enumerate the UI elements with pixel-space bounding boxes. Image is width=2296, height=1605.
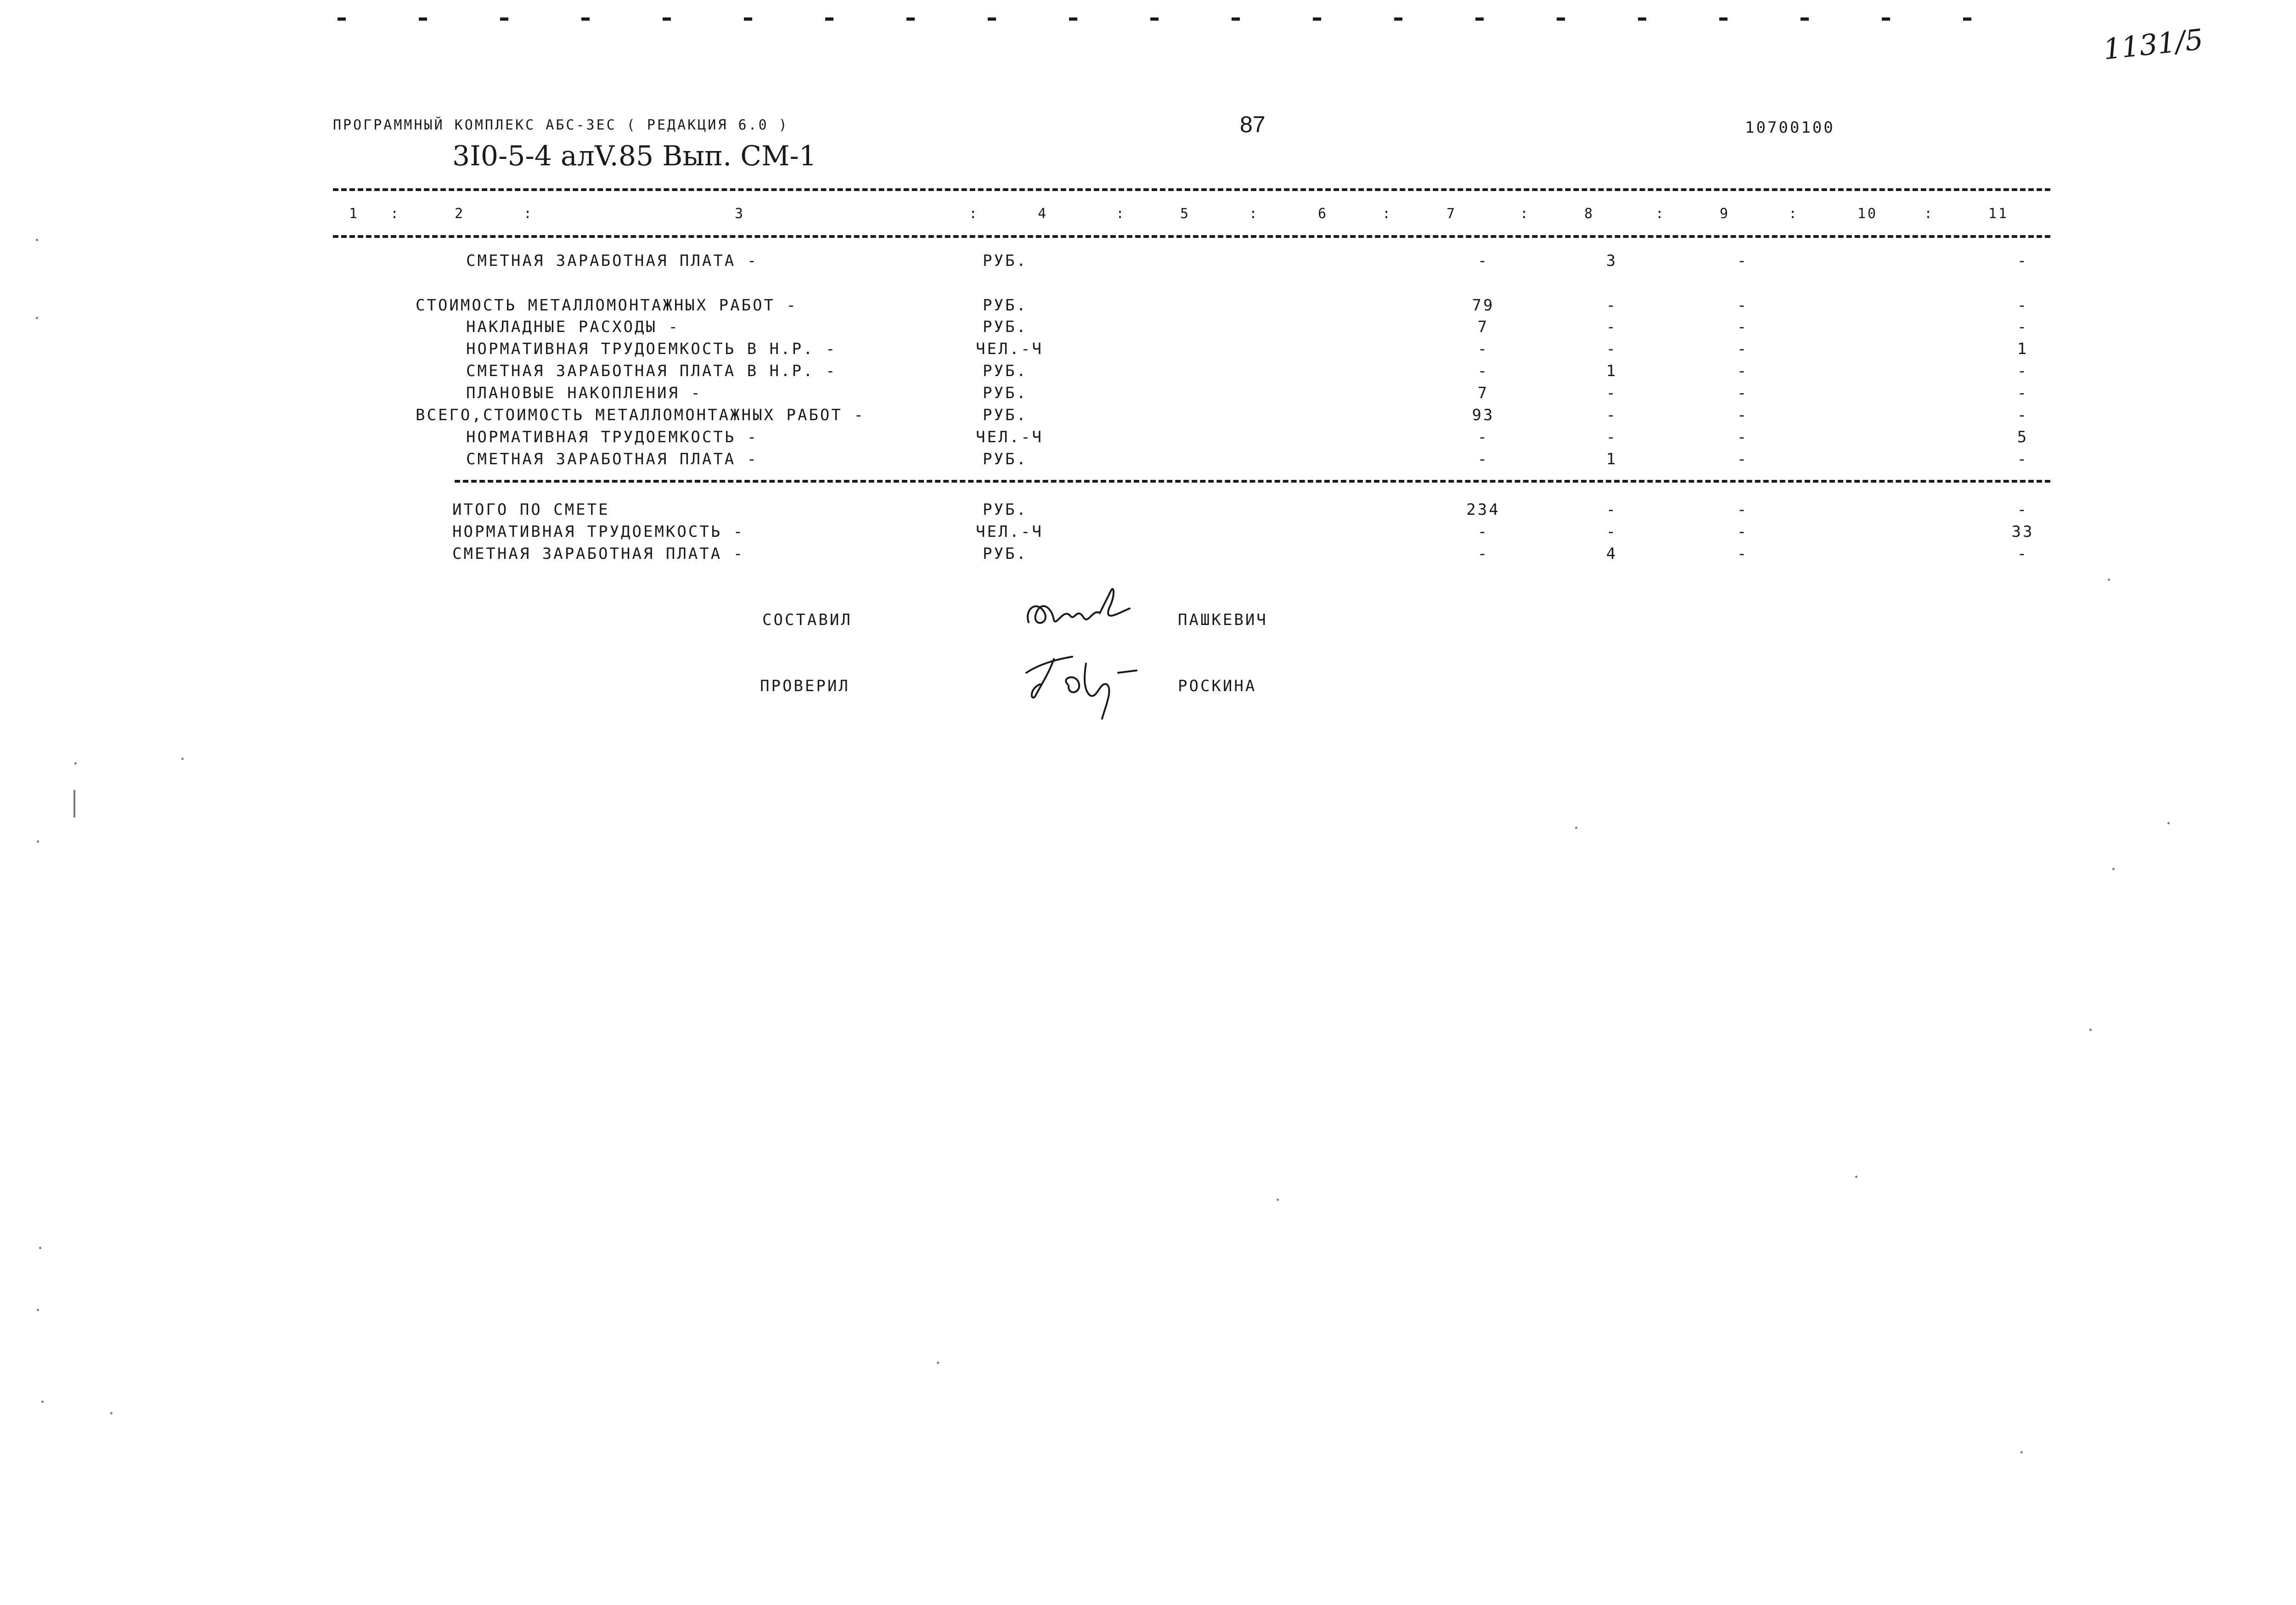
scan-speck bbox=[1575, 827, 1577, 829]
cell-col11: 5 bbox=[2017, 428, 2029, 446]
feed-mark bbox=[419, 17, 427, 21]
feed-mark bbox=[1232, 17, 1240, 21]
cell-col11: - bbox=[2017, 501, 2029, 519]
scan-speck bbox=[39, 1247, 41, 1249]
table-top-rule bbox=[333, 188, 2050, 191]
cell-col9: - bbox=[1737, 523, 1749, 541]
cell-col7: - bbox=[1477, 252, 1489, 270]
column-separator: : bbox=[1789, 206, 1799, 222]
row-label: НОРМАТИВНАЯ ТРУДОЕМКОСТЬ - bbox=[466, 428, 759, 446]
feed-mark bbox=[744, 17, 752, 21]
column-header: 4 bbox=[1038, 206, 1048, 222]
cell-col9: - bbox=[1737, 384, 1749, 402]
scan-speck bbox=[2020, 1451, 2023, 1453]
column-header: 7 bbox=[1446, 206, 1457, 222]
scan-speck bbox=[37, 1309, 39, 1311]
cell-col11: - bbox=[2017, 362, 2029, 380]
page-number: 87 bbox=[1240, 112, 1266, 137]
cell-col8: - bbox=[1606, 340, 1618, 358]
cell-col7: - bbox=[1477, 362, 1489, 380]
column-header: 6 bbox=[1318, 206, 1328, 222]
cell-col7: - bbox=[1477, 523, 1489, 541]
handwritten-reference: 3I0-5-4 алV.85 Вып. СМ-1 bbox=[452, 140, 817, 172]
row-unit: РУБ. bbox=[983, 450, 1028, 468]
row-label: ИТОГО ПО СМЕТЕ bbox=[452, 501, 610, 519]
cell-col8: 1 bbox=[1606, 450, 1618, 468]
cell-col8: 1 bbox=[1606, 362, 1618, 380]
feed-mark bbox=[1394, 17, 1402, 21]
feed-mark bbox=[988, 17, 996, 21]
column-separator: : bbox=[1520, 206, 1531, 222]
scan-speck bbox=[1855, 1176, 1857, 1178]
feed-mark bbox=[825, 17, 833, 21]
cell-col8: 4 bbox=[1606, 545, 1618, 563]
cell-col8: - bbox=[1606, 384, 1618, 402]
scan-mark bbox=[73, 790, 75, 817]
scan-speck bbox=[41, 1401, 44, 1403]
column-header: 11 bbox=[1988, 206, 2009, 222]
cell-col11: - bbox=[2017, 406, 2029, 424]
column-header: 1 bbox=[349, 206, 360, 222]
cell-col7: 234 bbox=[1466, 501, 1500, 519]
cell-col9: - bbox=[1737, 296, 1749, 315]
feed-mark bbox=[338, 17, 346, 21]
cell-col11: 33 bbox=[2011, 523, 2034, 541]
cell-col8: - bbox=[1606, 428, 1618, 446]
column-separator: : bbox=[1116, 206, 1126, 222]
column-header: 3 bbox=[735, 206, 745, 222]
section-rule bbox=[455, 480, 2050, 483]
column-header: 2 bbox=[455, 206, 465, 222]
column-separator: : bbox=[1249, 206, 1260, 222]
column-separator: : bbox=[1655, 206, 1666, 222]
row-unit: РУБ. bbox=[983, 362, 1028, 380]
cell-col11: - bbox=[2017, 450, 2029, 468]
scan-speck bbox=[36, 317, 38, 319]
row-unit: ЧЕЛ.-Ч bbox=[976, 428, 1043, 446]
cell-col9: - bbox=[1737, 545, 1749, 563]
cell-col7: 7 bbox=[1477, 384, 1489, 402]
cell-col11: - bbox=[2017, 252, 2029, 270]
feed-mark bbox=[1719, 17, 1728, 21]
scan-speck bbox=[1277, 1199, 1279, 1201]
feed-mark bbox=[1801, 17, 1809, 21]
column-separator: : bbox=[1924, 206, 1935, 222]
row-unit: РУБ. bbox=[983, 252, 1028, 270]
cell-col8: - bbox=[1606, 406, 1618, 424]
composed-by-name: ПАШКЕВИЧ bbox=[1178, 611, 1268, 629]
row-unit: РУБ. bbox=[983, 384, 1028, 402]
scan-speck bbox=[74, 762, 77, 765]
program-title: ПРОГРАММНЫЙ КОМПЛЕКС АБС-3ЕС ( РЕДАКЦИЯ 6.0 ) bbox=[333, 117, 789, 133]
row-unit: ЧЕЛ.-Ч bbox=[976, 523, 1043, 541]
composed-by-label: СОСТАВИЛ bbox=[762, 611, 852, 629]
cell-col9: - bbox=[1737, 362, 1749, 380]
cell-col9: - bbox=[1737, 501, 1749, 519]
row-label: СМЕТНАЯ ЗАРАБОТНАЯ ПЛАТА - bbox=[466, 450, 759, 468]
cell-col11: - bbox=[2017, 296, 2029, 315]
row-unit: РУБ. bbox=[983, 318, 1028, 336]
signature-composer bbox=[1019, 581, 1139, 641]
feed-mark bbox=[1638, 17, 1646, 21]
row-unit: РУБ. bbox=[983, 406, 1028, 424]
row-label: ПЛАНОВЫЕ НАКОПЛЕНИЯ - bbox=[466, 384, 702, 402]
feed-mark bbox=[1557, 17, 1565, 21]
row-label: СТОИМОСТЬ МЕТАЛЛОМОНТАЖНЫХ РАБОТ - bbox=[416, 296, 798, 315]
cell-col11: - bbox=[2017, 384, 2029, 402]
scan-speck bbox=[937, 1362, 939, 1364]
feed-mark bbox=[906, 17, 915, 21]
row-label: СМЕТНАЯ ЗАРАБОТНАЯ ПЛАТА - bbox=[452, 545, 745, 563]
cell-col9: - bbox=[1737, 318, 1749, 336]
scan-speck bbox=[110, 1412, 113, 1414]
row-unit: ЧЕЛ.-Ч bbox=[976, 340, 1043, 358]
column-header: 8 bbox=[1584, 206, 1595, 222]
cell-col7: 93 bbox=[1472, 406, 1495, 424]
feed-mark bbox=[581, 17, 590, 21]
signature-checker bbox=[1022, 645, 1169, 723]
row-label: ВСЕГО,СТОИМОСТЬ МЕТАЛЛОМОНТАЖНЫХ РАБОТ - bbox=[416, 406, 865, 424]
row-label: НОРМАТИВНАЯ ТРУДОЕМКОСТЬ - bbox=[452, 523, 745, 541]
feed-mark bbox=[663, 17, 671, 21]
document-code: 10700100 bbox=[1745, 118, 1835, 137]
feed-mark bbox=[1963, 17, 1971, 21]
checked-by-name: РОСКИНА bbox=[1178, 677, 1257, 695]
column-header: 9 bbox=[1720, 206, 1730, 222]
feed-mark bbox=[1475, 17, 1484, 21]
row-unit: РУБ. bbox=[983, 296, 1028, 315]
cell-col7: 79 bbox=[1472, 296, 1495, 315]
feed-mark bbox=[1069, 17, 1077, 21]
feed-mark bbox=[1882, 17, 1890, 21]
scan-speck bbox=[37, 840, 39, 843]
cell-col9: - bbox=[1737, 406, 1749, 424]
cell-col8: - bbox=[1606, 501, 1618, 519]
header-bottom-rule bbox=[333, 235, 2050, 238]
column-separator: : bbox=[390, 206, 401, 222]
cell-col7: 7 bbox=[1477, 318, 1489, 336]
cell-col7: - bbox=[1477, 428, 1489, 446]
cell-col7: - bbox=[1477, 545, 1489, 563]
page-mark: 1131/5 bbox=[2101, 22, 2205, 67]
row-unit: РУБ. bbox=[983, 501, 1028, 519]
cell-col8: - bbox=[1606, 296, 1618, 315]
row-label: НОРМАТИВНАЯ ТРУДОЕМКОСТЬ В Н.Р. - bbox=[466, 340, 837, 358]
cell-col11: 1 bbox=[2017, 340, 2029, 358]
cell-col9: - bbox=[1737, 450, 1749, 468]
scan-speck bbox=[2167, 822, 2170, 824]
scan-speck bbox=[2112, 868, 2115, 870]
column-separator: : bbox=[1382, 206, 1393, 222]
feed-mark bbox=[1150, 17, 1159, 21]
cell-col8: - bbox=[1606, 318, 1618, 336]
scan-speck bbox=[181, 758, 184, 760]
column-header: 5 bbox=[1180, 206, 1191, 222]
checked-by-label: ПРОВЕРИЛ bbox=[760, 677, 850, 695]
row-label: СМЕТНАЯ ЗАРАБОТНАЯ ПЛАТА - bbox=[466, 252, 759, 270]
column-header: 10 bbox=[1857, 206, 1878, 222]
scan-speck bbox=[2108, 579, 2110, 581]
cell-col7: - bbox=[1477, 450, 1489, 468]
scan-speck bbox=[2089, 1029, 2092, 1031]
cell-col8: 3 bbox=[1606, 252, 1618, 270]
cell-col7: - bbox=[1477, 340, 1489, 358]
feed-mark bbox=[500, 17, 508, 21]
row-label: НАКЛАДНЫЕ РАСХОДЫ - bbox=[466, 318, 680, 336]
column-separator: : bbox=[523, 206, 534, 222]
cell-col11: - bbox=[2017, 545, 2029, 563]
cell-col8: - bbox=[1606, 523, 1618, 541]
cell-col9: - bbox=[1737, 252, 1749, 270]
row-unit: РУБ. bbox=[983, 545, 1028, 563]
scan-speck bbox=[36, 239, 38, 241]
column-separator: : bbox=[969, 206, 979, 222]
cell-col11: - bbox=[2017, 318, 2029, 336]
cell-col9: - bbox=[1737, 340, 1749, 358]
cell-col9: - bbox=[1737, 428, 1749, 446]
feed-mark bbox=[1313, 17, 1321, 21]
row-label: СМЕТНАЯ ЗАРАБОТНАЯ ПЛАТА В Н.Р. - bbox=[466, 362, 837, 380]
